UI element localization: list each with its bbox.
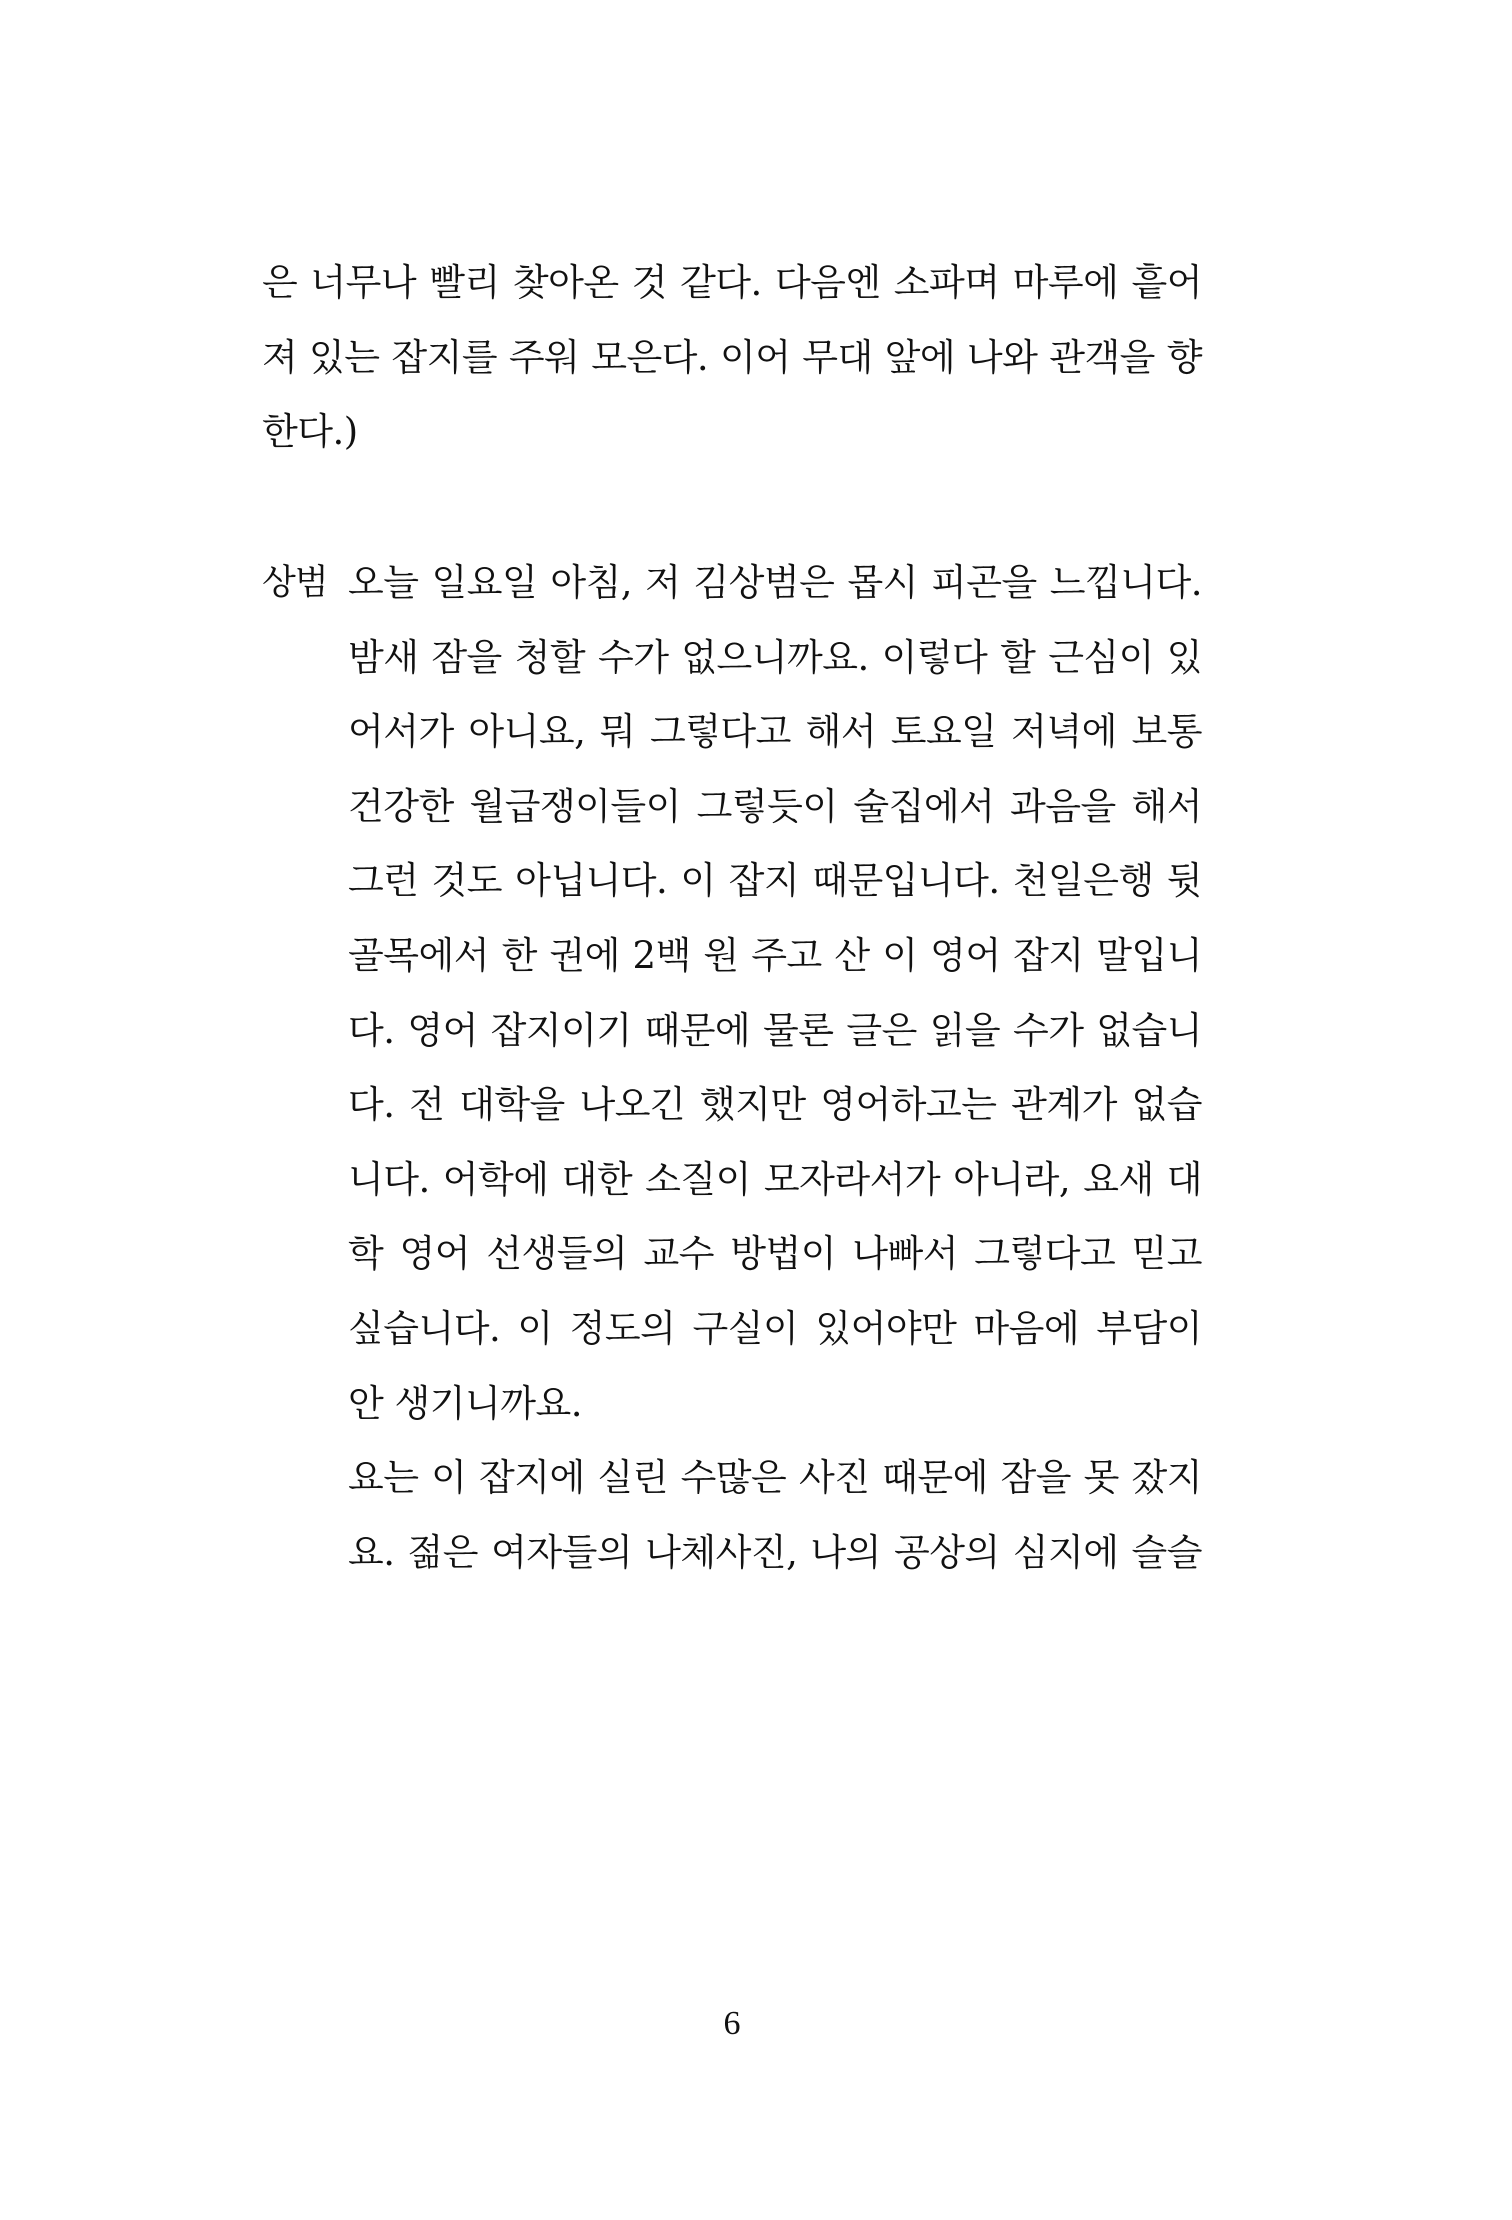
speech-line: 요는 이 잡지에 실린 수많은 사진 때문에 잠을 못 잤지 [348, 1456, 1202, 1500]
speech-line: 오늘 일요일 아침, 저 김상범은 몹시 피곤을 느낍니다. [348, 561, 1202, 604]
page-number: 6 [723, 2005, 741, 2042]
speech-line: 다. 영어 잡지이기 때문에 물론 글은 읽을 수가 없습니 [348, 1008, 1202, 1052]
speech-line: 학 영어 선생들의 교수 방법이 나빠서 그렇다고 믿고 [348, 1232, 1202, 1276]
speech-line: 요. 젊은 여자들의 나체사진, 나의 공상의 심지에 슬슬 [348, 1530, 1202, 1574]
speech-line: 건강한 월급쟁이들이 그렇듯이 술집에서 과음을 해서 [348, 784, 1202, 828]
speech-line: 골목에서 한 권에 2백 원 주고 산 이 영어 잡지 말입니 [348, 933, 1202, 977]
speech-line: 안 생기니까요. [348, 1381, 582, 1425]
speech-line: 니다. 어학에 대한 소질이 모자라서가 아니라, 요새 대 [348, 1157, 1202, 1201]
speech-line: 어서가 아니요, 뭐 그렇다고 해서 토요일 저녁에 보통 [348, 710, 1202, 754]
stage-direction [262, 246, 1202, 470]
speaker-row [262, 546, 1202, 621]
speaker-name: 상범 [262, 563, 328, 603]
text-line: 은 너무나 빨리 찾아온 것 같다. 다음엔 소파며 마루에 흩어 [262, 261, 1202, 304]
speech-line: 그런 것도 아닙니다. 이 잡지 때문입니다. 천일은행 뒷 [348, 859, 1202, 903]
text-line: 져 있는 잡지를 주워 모은다. 이어 무대 앞에 나와 관객을 향 [262, 335, 1202, 379]
speech-line: 다. 전 대학을 나오긴 했지만 영어하고는 관계가 없습 [348, 1083, 1202, 1127]
speech-line: 밤새 잠을 청할 수가 없으니까요. 이렇다 할 근심이 있 [348, 635, 1202, 679]
speech-line: 싶습니다. 이 정도의 구실이 있어야만 마음에 부담이 [348, 1306, 1202, 1350]
dialogue-block [262, 546, 1202, 1590]
text-line: 한다.) [262, 410, 358, 454]
